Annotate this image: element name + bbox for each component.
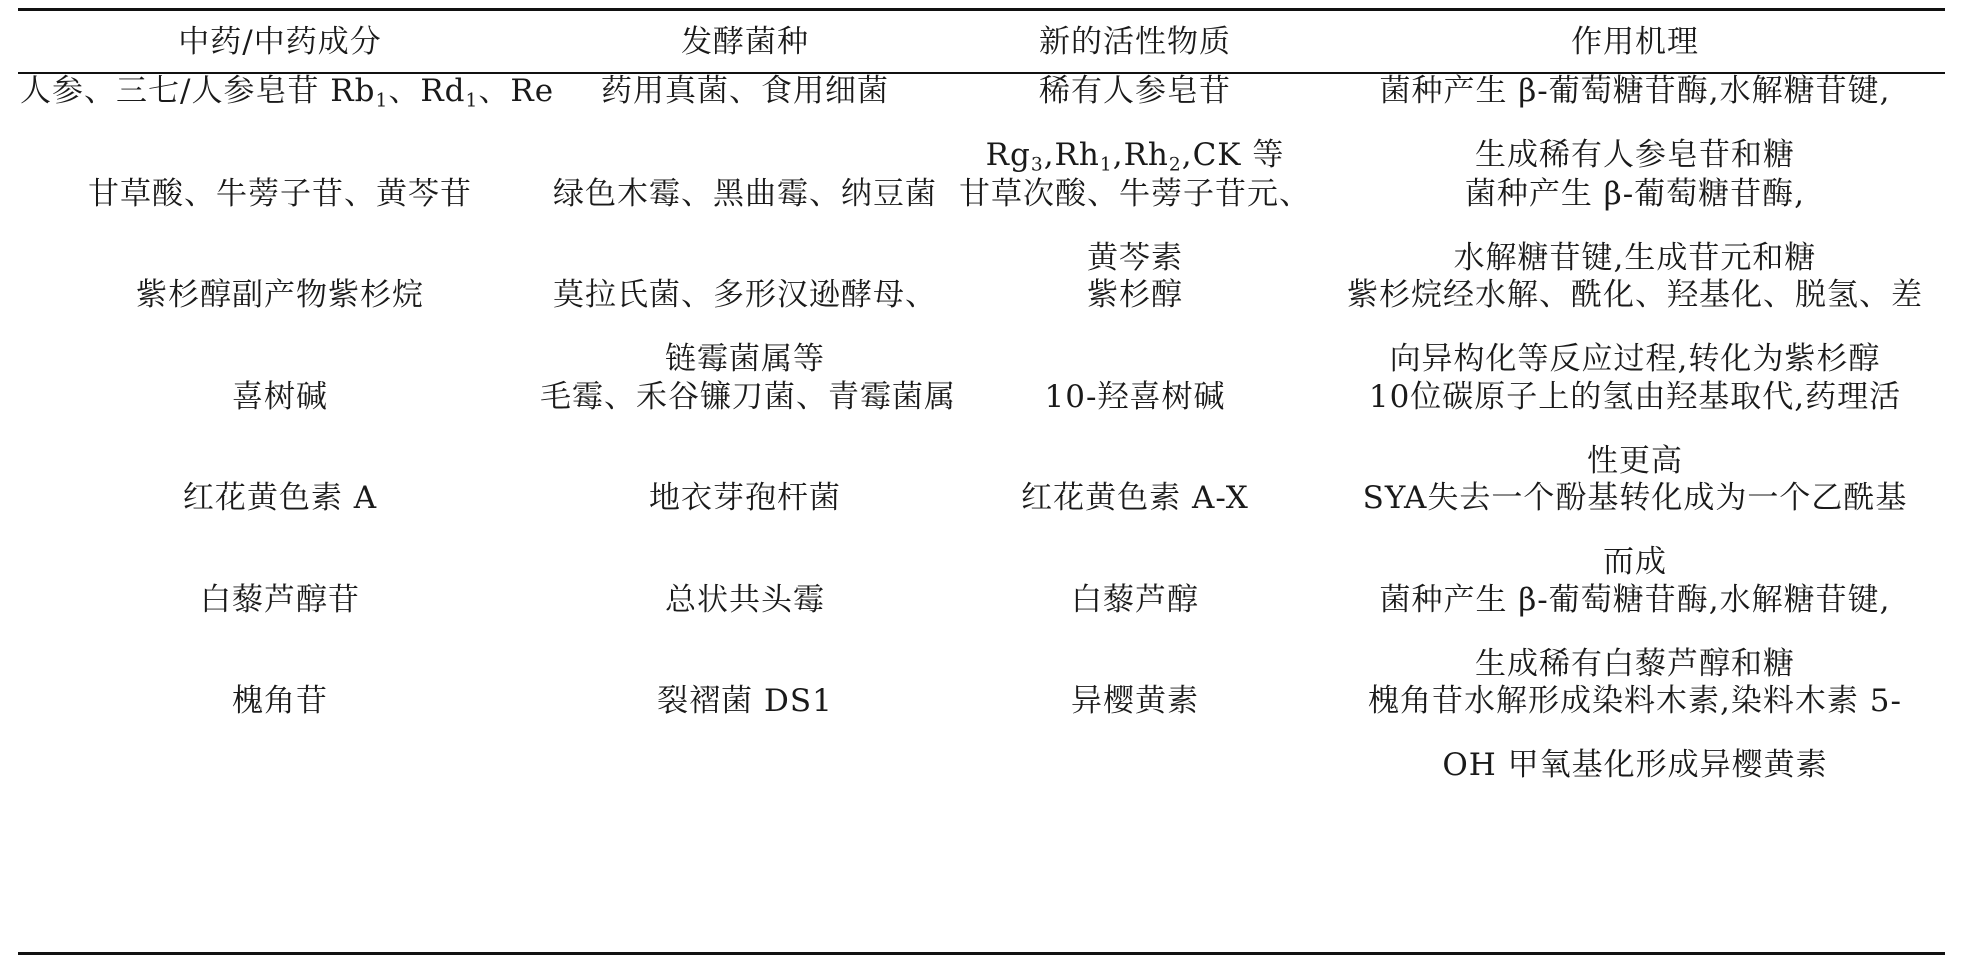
mechanism-cell-line: 菌种产生 β-葡萄糖苷酶,水解糖苷键,: [1379, 73, 1891, 109]
strain-cell-line: 总状共头霉: [665, 582, 825, 618]
mechanism-cell-line: 水解糖苷键,生成苷元和糖: [1453, 240, 1817, 276]
strain-cell: [540, 568, 950, 632]
mechanism-cell: [1325, 669, 1945, 797]
mechanism-cell-line: 向异构化等反应过程,转化为紫杉醇: [1389, 341, 1881, 377]
strain-cell-line: 地衣芽孢杆菌: [649, 480, 841, 516]
mechanism-cell-line: SYA失去一个酚基转化成为一个乙酰基: [1362, 480, 1908, 516]
herb-cell-line: 喜树碱: [232, 379, 328, 415]
active-substance-cell: [955, 263, 1315, 327]
mechanism-cell-line: 菌种产生 β-葡萄糖苷酶,水解糖苷键,: [1379, 582, 1891, 618]
active-substance-cell: [955, 466, 1315, 530]
herb-cell-line: 人参、三七/人参皂苷 $Rb_1$、$Rd_1$、Re: [20, 73, 555, 112]
mechanism-cell-line: 而成: [1603, 544, 1667, 580]
active-substance-cell-line: 甘草次酸、牛蒡子苷元、: [959, 176, 1311, 212]
active-substance-cell-line: 红花黄色素 A-X: [1021, 480, 1249, 516]
header-cell-herb: 中药/中药成分: [178, 24, 382, 60]
strain-cell: [540, 59, 950, 123]
active-substance-cell-line: 稀有人参皂苷: [1039, 73, 1231, 109]
active-substance-cell: [955, 365, 1315, 429]
herb-cell: [20, 365, 540, 429]
mechanism-cell-line: 紫杉烷经水解、酰化、羟基化、脱氢、差: [1347, 277, 1923, 313]
strain-cell: [540, 162, 950, 226]
mechanism-cell-line: 菌种产生 β-葡萄糖苷酶,: [1464, 176, 1806, 212]
strain-cell-line: 毛霉、禾谷镰刀菌、青霉菌属: [540, 379, 956, 415]
active-substance-cell-line: 紫杉醇: [1087, 277, 1183, 313]
strain-cell-line: 莫拉氏菌、多形汉逊酵母、: [553, 277, 937, 313]
herb-cell-line: 紫杉醇副产物紫杉烷: [136, 277, 424, 313]
header-cell-mechanism: 作用机理: [1571, 24, 1699, 60]
mechanism-cell-line: 生成稀有白藜芦醇和糖: [1475, 646, 1795, 682]
herb-cell-line: 甘草酸、牛蒡子苷、黄芩苷: [88, 176, 472, 212]
active-substance-cell: [955, 669, 1315, 733]
herb-cell-line: 槐角苷: [232, 683, 328, 719]
herb-cell-line: 白藜芦醇苷: [200, 582, 360, 618]
mechanism-cell-line: 槐角苷水解形成染料木素,染料木素 5-: [1368, 683, 1902, 719]
header-cell-active-substance: 新的活性物质: [1039, 24, 1231, 60]
strain-cell: [540, 365, 956, 429]
active-substance-cell: [955, 568, 1315, 632]
active-substance-cell-line: 白藜芦醇: [1071, 582, 1199, 618]
mechanism-cell-line: 性更高: [1587, 443, 1683, 479]
herb-cell: [20, 59, 555, 123]
strain-cell-line: 绿色木霉、黑曲霉、纳豆菌: [553, 176, 937, 212]
mechanism-cell-line: 生成稀有人参皂苷和糖: [1475, 137, 1795, 173]
strain-cell: [540, 669, 950, 733]
strain-cell-line: 裂褶菌 DS1: [657, 683, 833, 719]
herb-cell: [20, 568, 540, 632]
bottom-rule: [18, 952, 1945, 955]
strain-cell-line: 链霉菌属等: [665, 341, 825, 377]
active-substance-cell-line: $Rg_3,Rh_1,Rh_2,CK$ 等: [985, 137, 1285, 176]
mechanism-cell-line: 10位碳原子上的氢由羟基取代,药理活: [1368, 379, 1902, 415]
active-substance-cell-line: 黄芩素: [1087, 240, 1183, 276]
herb-cell: [20, 162, 540, 226]
herb-cell: [20, 466, 540, 530]
mechanism-cell-line: OH 甲氧基化形成异樱黄素: [1442, 747, 1828, 783]
active-substance-cell-line: 10-羟喜树碱: [1044, 379, 1226, 415]
herb-cell-line: 红花黄色素 A: [182, 480, 378, 516]
strain-cell: [540, 466, 950, 530]
active-substance-cell-line: 异樱黄素: [1071, 683, 1199, 719]
strain-cell-line: 药用真菌、食用细菌: [601, 73, 889, 109]
herb-cell: [20, 263, 540, 327]
herb-cell: [20, 669, 540, 733]
header-cell-strain: 发酵菌种: [681, 24, 809, 60]
